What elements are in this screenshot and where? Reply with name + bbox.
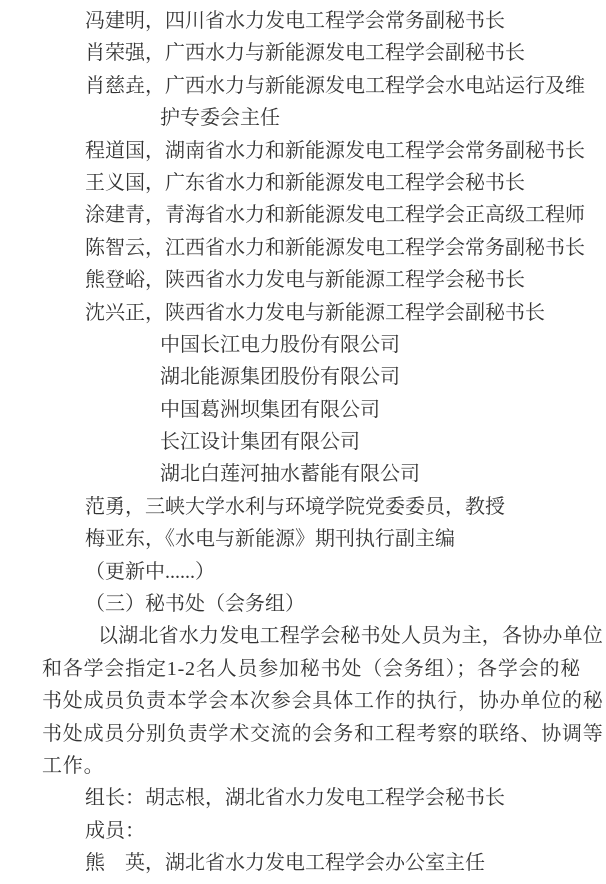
text-line: 范勇，三峡大学水利与环境学院党委委员，教授 [85,495,505,518]
text-line: 王义国，广东省水力和新能源发电工程学会秘书长 [85,171,525,194]
paragraph-line: 书处成员分别负责学术交流的会务和工程考察的联络、协调等 [42,722,604,745]
text-line: 熊 英，湖北省水力发电工程学会办公室主任 [85,852,485,875]
text-line: （三）秘书处（会务组） [85,593,305,616]
text-line: 程道国，湖南省水力和新能源发电工程学会常务副秘书长 [85,139,585,162]
organization-line: 湖北能源集团股份有限公司 [160,366,400,389]
text-line: 肖荣强，广西水力与新能源发电工程学会副秘书长 [85,42,525,65]
organization-line: 中国长江电力股份有限公司 [160,333,400,356]
continuation-line: 护专委会主任 [160,107,280,130]
text-lines [42,5,604,880]
paragraph-line: 书处成员负责本学会本次参会具体工作的执行，协办单位的秘 [42,690,604,713]
organization-line: 中国葛洲坝集团有限公司 [160,398,380,421]
text-line: 组长：胡志根，湖北省水力发电工程学会秘书长 [85,787,505,810]
text-line: 熊登峪，陕西省水力发电与新能源工程学会秘书长 [85,269,525,292]
text-line: 梅亚东，《水电与新能源》期刊执行副主编 [85,528,455,551]
text-line: （更新中......） [85,560,215,583]
text-line: 沈兴正，陕西省水力发电与新能源工程学会副秘书长 [85,301,545,324]
text-line: 肖慈垚，广西水力与新能源发电工程学会水电站运行及维 [85,74,585,97]
text-line: 冯建明，四川省水力发电工程学会常务副秘书长 [85,10,505,32]
organization-line: 长江设计集团有限公司 [160,431,360,454]
text-line: 陈智云，江西省水力和新能源发电工程学会常务副秘书长 [85,236,585,259]
organization-line: 湖北白莲河抽水蓄能有限公司 [160,463,420,486]
paragraph-line: 和各学会指定1-2名人员参加秘书处（会务组）；各学会的秘 [42,657,582,680]
text-line: 涂建青，青海省水力和新能源发电工程学会正高级工程师 [85,204,585,227]
paragraph-line: 以湖北省水力发电工程学会秘书处人员为主，各协办单位 [98,625,603,648]
text-line: 成员： [85,819,145,842]
paragraph-line: 工作。 [42,754,105,777]
